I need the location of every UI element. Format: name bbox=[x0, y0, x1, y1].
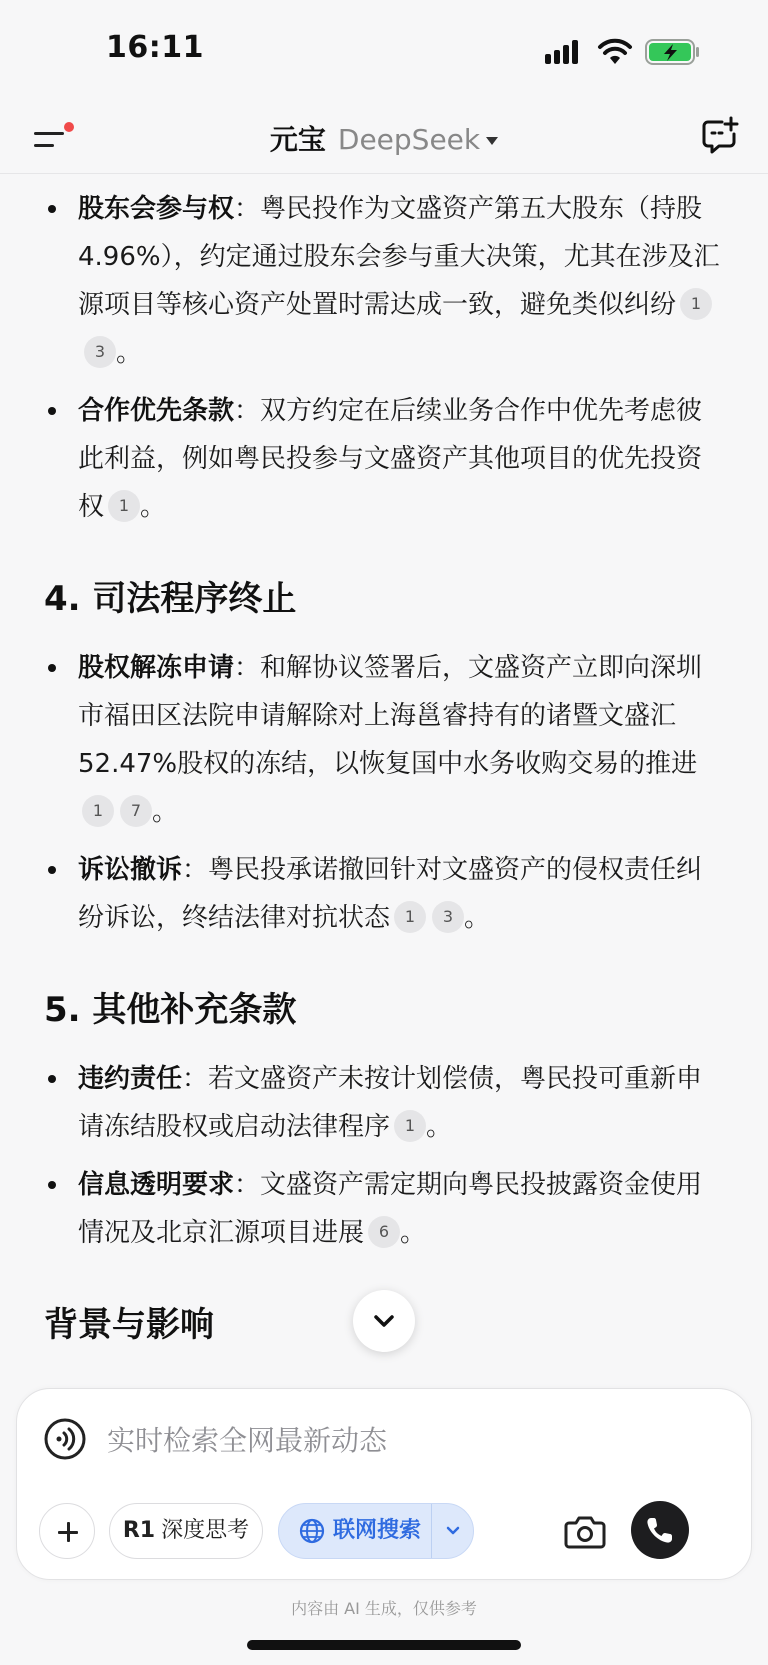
home-indicator bbox=[247, 1640, 521, 1650]
list-item bbox=[44, 644, 724, 836]
section-heading: 5. 其他补充条款 bbox=[44, 990, 297, 1030]
list-item bbox=[44, 1055, 724, 1151]
answer-content bbox=[44, 185, 724, 1346]
item-text: ：若文盛资产未按计划偿债，粤民投可重新申请冻结股权或启动法律程序 bbox=[78, 1064, 703, 1142]
r1-badge: R1 bbox=[122, 1518, 156, 1543]
chevron-down-icon bbox=[432, 1504, 474, 1558]
item-label: 股权解冻申请 bbox=[78, 653, 235, 683]
status-time: 16:11 bbox=[106, 30, 204, 65]
item-text: ：和解协议签署后，文盛资产立即向深圳市福田区法院申请解除对上海邕睿持有的诸暨文盛汇52.47%股权的冻结，以恢复国中水务收购交易的推进 bbox=[78, 653, 703, 779]
item-label: 合作优先条款 bbox=[78, 396, 235, 426]
add-attachment-button[interactable] bbox=[39, 1503, 95, 1559]
camera-icon[interactable] bbox=[563, 1511, 607, 1551]
list-item bbox=[44, 387, 724, 531]
citation-badge[interactable]: 1 bbox=[394, 1110, 426, 1142]
wifi-icon bbox=[597, 38, 633, 66]
scroll-to-bottom-button[interactable] bbox=[353, 1290, 415, 1352]
section-heading: 4. 司法程序终止 bbox=[44, 579, 297, 619]
phone-icon bbox=[631, 1501, 689, 1559]
citation-badge[interactable]: 3 bbox=[84, 336, 116, 368]
item-text: ：粤民投承诺撤回针对文盛资产的侵权责任纠纷诉讼，终结法律对抗状态 bbox=[78, 855, 703, 933]
item-end: 。 bbox=[400, 1218, 427, 1248]
item-end: 。 bbox=[464, 903, 491, 933]
chat-input[interactable]: 实时检索全网最新动态 bbox=[107, 1424, 388, 1457]
web-search-toggle[interactable] bbox=[278, 1503, 474, 1559]
item-label: 信息透明要求 bbox=[78, 1170, 235, 1200]
globe-icon bbox=[299, 1518, 325, 1544]
section-heading: 背景与影响 bbox=[44, 1305, 214, 1345]
deep-think-toggle[interactable] bbox=[109, 1503, 263, 1559]
composer-panel bbox=[16, 1388, 752, 1580]
citation-badge[interactable]: 1 bbox=[394, 901, 426, 933]
item-label: 违约责任 bbox=[78, 1064, 183, 1094]
item-label: 诉讼撤诉 bbox=[78, 855, 183, 885]
app-title: 元宝 bbox=[269, 123, 326, 156]
chevron-down-icon bbox=[353, 1290, 415, 1352]
item-text: ：双方约定在后续业务合作中优先考虑彼此利益，例如粤民投参与文盛资产其他项目的优先投资权 bbox=[78, 396, 703, 522]
list-item bbox=[44, 1161, 724, 1257]
item-end: 。 bbox=[426, 1112, 453, 1142]
citation-badge[interactable]: 1 bbox=[680, 288, 712, 320]
battery-charging-icon bbox=[645, 38, 701, 66]
voice-input-icon[interactable] bbox=[43, 1417, 87, 1461]
model-selector[interactable] bbox=[0, 118, 768, 158]
citation-badge[interactable]: 6 bbox=[368, 1216, 400, 1248]
citation-badge[interactable]: 1 bbox=[108, 490, 140, 522]
list-item bbox=[44, 185, 724, 377]
item-end: 。 bbox=[152, 797, 179, 827]
search-options-dropdown[interactable] bbox=[432, 1504, 474, 1558]
item-text: ：粤民投作为文盛资产第五大股东（持股4.96%），约定通过股东会参与重大决策，尤其在涉及汇源项目等核心资产处置时需达成一致，避免类似纠纷 bbox=[78, 194, 720, 320]
status-bar bbox=[0, 0, 768, 100]
citation-badge[interactable]: 3 bbox=[432, 901, 464, 933]
deep-think-label: 深度思考 bbox=[161, 1518, 250, 1543]
list-item bbox=[44, 846, 724, 942]
citation-badge[interactable]: 7 bbox=[120, 795, 152, 827]
cellular-signal-icon bbox=[545, 40, 585, 64]
item-end: 。 bbox=[140, 492, 167, 522]
top-nav-bar bbox=[0, 100, 768, 174]
voice-call-button[interactable] bbox=[631, 1501, 689, 1559]
item-label: 股东会参与权 bbox=[78, 194, 235, 224]
item-text: ：文盛资产需定期向粤民投披露资金使用情况及北京汇源项目进展 bbox=[78, 1170, 703, 1248]
citation-badge[interactable]: 1 bbox=[82, 795, 114, 827]
model-name: DeepSeek bbox=[337, 123, 481, 156]
item-end: 。 bbox=[116, 338, 143, 368]
ai-disclaimer: 内容由 AI 生成，仅供参考 bbox=[291, 1599, 477, 1618]
web-search-label: 联网搜索 bbox=[333, 1518, 422, 1543]
new-chat-icon[interactable] bbox=[700, 116, 740, 156]
caret-down-icon bbox=[486, 137, 498, 145]
